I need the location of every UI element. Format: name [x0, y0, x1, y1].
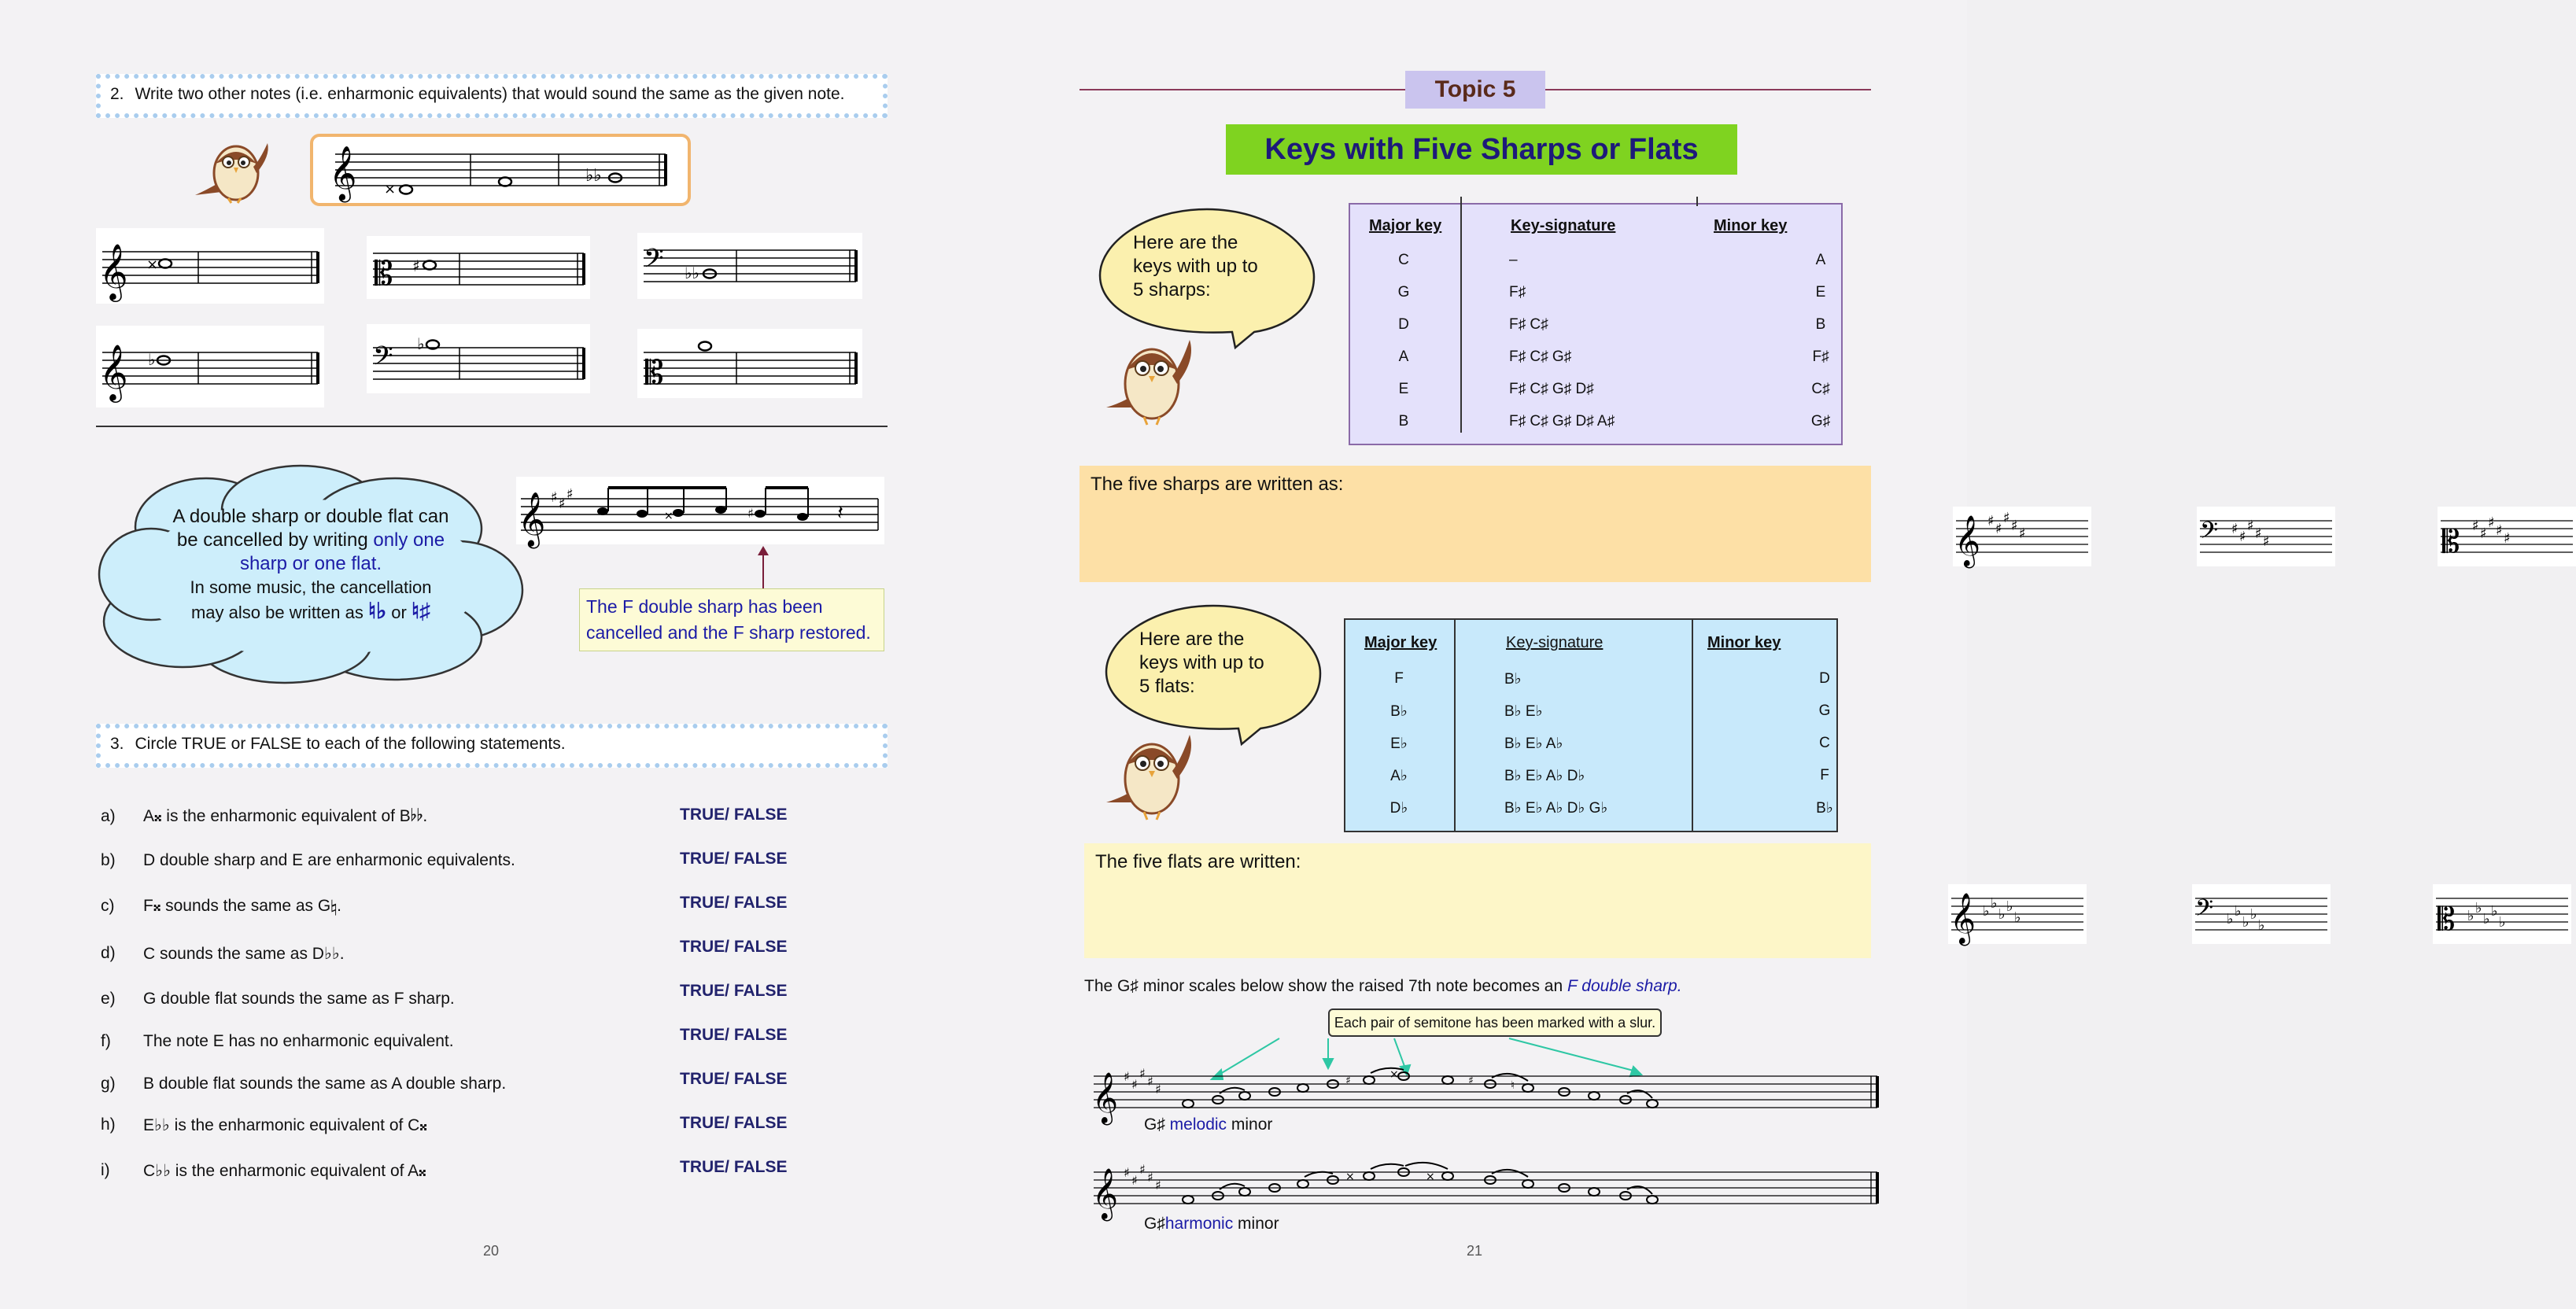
svg-text:♯: ♯	[1139, 1066, 1146, 1081]
exercise-staff-treble-bflat[interactable]	[96, 326, 324, 407]
svg-text:𝄢: 𝄢	[644, 244, 664, 280]
svg-text:♭♭: ♭♭	[585, 166, 602, 186]
exercise-3-header	[96, 724, 888, 768]
true-false-answer[interactable]: TRUE/ FALSE	[680, 806, 788, 824]
owl-illustration	[1103, 329, 1198, 426]
scales-intro-highlight: F double sharp.	[1567, 977, 1682, 995]
table-cell: B♭ E♭ A♭	[1504, 736, 1563, 752]
svg-text:♭: ♭	[1983, 903, 1990, 920]
table-cell: B♭	[1504, 671, 1522, 688]
question-text: A𝄪 is the enharmonic equivalent of B♭♭.	[143, 807, 428, 825]
cloud-line-3: sharp or one flat.	[239, 553, 382, 574]
bubble-line-2: keys with up to	[1133, 256, 1258, 277]
bass-sharps-staff	[2197, 507, 2335, 566]
owl-illustration	[1103, 724, 1198, 821]
question-text: E♭♭ is the enharmonic equivalent of C𝄪	[143, 1116, 427, 1134]
svg-text:♯: ♯	[2480, 525, 2487, 542]
alto-flats-staff	[2433, 884, 2571, 944]
svg-text:♯: ♯	[2472, 518, 2479, 534]
svg-text:♭: ♭	[2242, 914, 2249, 931]
treble-sharps-staff	[1953, 507, 2091, 566]
note-box-line-2: cancelled and the F sharp restored.	[586, 622, 871, 643]
table-divider	[1460, 197, 1462, 433]
panel-title: The five sharps are written as:	[1091, 474, 1344, 495]
svg-text:♯: ♯	[747, 506, 754, 521]
cloud-line-5-or: or	[386, 603, 411, 622]
table-cell: F	[1820, 767, 1829, 784]
question-letter: a)	[101, 807, 116, 825]
table-cell: F♯	[1509, 284, 1526, 301]
table-cell: A	[1398, 348, 1409, 365]
svg-text:𝄞: 𝄞	[1954, 515, 1981, 566]
table-cell: F♯ C♯	[1509, 316, 1548, 333]
column-header: Major key	[1369, 217, 1442, 234]
sharps-speech-bubble	[1097, 206, 1317, 349]
exercise-staff-alto-g[interactable]	[637, 329, 862, 398]
question-letter: d)	[101, 944, 116, 962]
true-false-answer[interactable]: TRUE/ FALSE	[680, 1114, 788, 1132]
svg-text:𝄞: 𝄞	[1092, 1072, 1119, 1123]
svg-text:♯: ♯	[2019, 525, 2026, 542]
svg-text:♯: ♯	[2247, 518, 2254, 534]
table-cell: D	[1398, 316, 1409, 333]
svg-text:♯: ♯	[1345, 1075, 1351, 1087]
table-cell: F♯	[1812, 348, 1829, 365]
svg-text:×: ×	[384, 181, 397, 197]
section-divider	[96, 426, 888, 427]
question-letter: i)	[101, 1161, 110, 1179]
question-text: C♭♭ is the enharmonic equivalent of A𝄪	[143, 1162, 426, 1180]
svg-text:♯: ♯	[2011, 518, 2018, 534]
svg-text:♯: ♯	[1147, 1074, 1153, 1089]
fdoublesharp-note-box	[579, 588, 884, 651]
svg-text:♭: ♭	[2258, 917, 2265, 934]
svg-text:♭: ♭	[2467, 908, 2475, 924]
svg-text:𝄞: 𝄞	[329, 146, 357, 201]
arrow-up-icon	[755, 546, 771, 592]
exercise-staff-alto-csharp[interactable]	[367, 236, 590, 299]
svg-text:♯: ♯	[1147, 1170, 1153, 1185]
svg-text:×: ×	[1389, 1068, 1399, 1081]
page-title: Keys with Five Sharps or Flats	[1226, 124, 1737, 175]
svg-text:♯: ♯	[2003, 510, 2010, 526]
bubble-line-3: 5 sharps:	[1133, 279, 1211, 301]
table-cell: F♯ C♯ G♯ D♯	[1509, 381, 1594, 397]
question-letter: h)	[101, 1115, 116, 1134]
question-text: F𝄪 sounds the same as G♮.	[143, 897, 341, 915]
exercise-staff-bass-eflat[interactable]	[367, 324, 590, 393]
left-page	[0, 0, 984, 1309]
svg-text:♯: ♯	[551, 489, 558, 506]
svg-text:♯: ♯	[1124, 1069, 1130, 1084]
column-header: Minor key	[1707, 634, 1781, 651]
label-key: G♯	[1144, 1115, 1170, 1134]
table-cell: B♭	[1816, 800, 1833, 817]
question-text: G double flat sounds the same as F sharp.	[143, 990, 455, 1008]
svg-text:♯: ♯	[1468, 1075, 1474, 1087]
svg-text:𝄡: 𝄡	[375, 254, 393, 293]
table-cell: –	[1509, 252, 1518, 268]
question-letter: b)	[101, 851, 116, 869]
table-cell: B	[1815, 316, 1826, 333]
svg-text:♯: ♯	[1995, 521, 2002, 537]
table-cell: A	[1815, 252, 1826, 268]
question-text: B double flat sounds the same as A double sharp.	[143, 1075, 507, 1093]
table-cell: B♭	[1390, 703, 1408, 720]
table-cell: E	[1815, 284, 1826, 301]
table-cell: G	[1397, 284, 1410, 301]
exercise-2-header	[96, 74, 888, 118]
svg-text:×: ×	[664, 510, 674, 522]
table-cell: D	[1819, 670, 1830, 687]
question-letter: c)	[101, 897, 115, 915]
question-text: D double sharp and E are enharmonic equivalents.	[143, 851, 515, 869]
table-cell: B♭ E♭ A♭ D♭ G♭	[1504, 800, 1608, 817]
svg-text:♯: ♯	[2496, 522, 2503, 539]
true-false-answer[interactable]: TRUE/ FALSE	[680, 850, 788, 868]
alto-sharps-staff	[2438, 507, 2576, 566]
cloud-line-5a: may also be written as	[190, 603, 368, 622]
owl-illustration	[189, 132, 275, 203]
table-cell: B	[1398, 413, 1409, 430]
cloud-line-4: In some music, the cancellation	[190, 577, 432, 597]
table-cell: F♯ C♯ G♯ D♯ A♯	[1509, 413, 1615, 430]
svg-text:♯: ♯	[412, 256, 420, 275]
treble-flats-staff	[1948, 884, 2087, 944]
table-cell: F♯ C♯ G♯	[1509, 348, 1572, 365]
exercise-staff-bass-bbb[interactable]	[637, 233, 862, 299]
table-cell: G♯	[1810, 413, 1831, 430]
svg-text:♯: ♯	[1131, 1077, 1138, 1092]
table-cell: B♭ E♭ A♭ D♭	[1504, 768, 1585, 784]
example-staff-frame	[310, 134, 691, 206]
true-false-answer[interactable]: TRUE/ FALSE	[680, 894, 788, 912]
true-false-answer[interactable]: TRUE/ FALSE	[680, 982, 788, 1000]
exercise-number: 2.	[110, 85, 124, 103]
true-false-answer[interactable]: TRUE/ FALSE	[680, 1070, 788, 1088]
svg-text:♭: ♭	[2483, 911, 2490, 927]
svg-text:×: ×	[1345, 1171, 1355, 1183]
label-suffix: minor	[1227, 1115, 1273, 1134]
svg-text:♯: ♯	[1131, 1173, 1138, 1188]
svg-text:♭: ♭	[2491, 903, 2498, 920]
svg-text:×: ×	[146, 256, 159, 273]
svg-text:♭: ♭	[2250, 906, 2257, 923]
true-false-answer[interactable]: TRUE/ FALSE	[680, 1158, 788, 1176]
label-key: G♯	[1144, 1215, 1165, 1233]
true-false-answer[interactable]: TRUE/ FALSE	[680, 938, 788, 956]
bubble-line-2: keys with up to	[1139, 652, 1264, 673]
svg-text:♮: ♮	[1511, 1079, 1515, 1092]
svg-text:♭: ♭	[2227, 911, 2234, 927]
svg-text:♯: ♯	[2231, 521, 2238, 537]
svg-text:♯: ♯	[1987, 513, 1995, 529]
melodic-minor-label	[1144, 1115, 1272, 1134]
svg-text:♯: ♯	[2263, 533, 2270, 550]
question-text: The note E has no enharmonic equivalent.	[143, 1032, 454, 1050]
exercise-number: 3.	[110, 735, 124, 753]
true-false-answer[interactable]: TRUE/ FALSE	[680, 1026, 788, 1044]
cloud-line-2b: only one	[373, 529, 445, 551]
question-letter: f)	[101, 1032, 111, 1050]
table-divider	[1696, 197, 1698, 206]
table-cell: G	[1818, 702, 1831, 719]
table-divider	[1454, 620, 1456, 831]
svg-text:♯: ♯	[566, 486, 574, 503]
slur-note-box: Each pair of semitone has been marked with a slur.	[1328, 1008, 1662, 1037]
svg-text:𝄡: 𝄡	[645, 353, 664, 392]
cloud-line-2a: be cancelled by writing	[176, 529, 374, 551]
svg-text:𝄡: 𝄡	[2438, 902, 2456, 938]
svg-text:𝄞: 𝄞	[1950, 893, 1976, 944]
svg-text:𝄞: 𝄞	[1092, 1168, 1119, 1219]
svg-text:♯: ♯	[2239, 529, 2246, 545]
bass-flats-staff	[2192, 884, 2331, 944]
page-number: 20	[483, 1243, 500, 1259]
svg-text:♯: ♯	[559, 496, 566, 512]
svg-text:♯: ♯	[1124, 1165, 1130, 1180]
bubble-line-1: Here are the	[1133, 232, 1238, 253]
svg-text:𝄞: 𝄞	[99, 343, 128, 400]
panel-title: The five flats are written:	[1095, 851, 1301, 872]
svg-text:𝄢: 𝄢	[2200, 518, 2219, 550]
table-cell: D♭	[1389, 800, 1408, 817]
svg-text:♭: ♭	[417, 334, 425, 353]
svg-text:♭: ♭	[2235, 903, 2242, 920]
column-header: Major key	[1364, 634, 1437, 651]
svg-text:♭: ♭	[2014, 909, 2021, 926]
svg-text:♯: ♯	[2504, 530, 2511, 547]
question-text: C sounds the same as D♭♭.	[143, 945, 345, 963]
question-letter: g)	[101, 1075, 116, 1093]
sharps-written-panel	[1079, 466, 1871, 582]
right-page	[984, 0, 2511, 1309]
svg-text:♯: ♯	[1139, 1162, 1146, 1177]
column-header: Minor key	[1714, 217, 1788, 234]
natural-flat-symbol: ♮♭	[367, 599, 387, 623]
note-box-line-1: The F double sharp has been	[586, 596, 823, 617]
cloud-line-1: A double sharp or double flat can	[172, 506, 449, 527]
exercise-instruction: Circle TRUE or FALSE to each of the following statements.	[135, 735, 566, 753]
topic-label: Topic 5	[1405, 71, 1545, 109]
svg-text:♯: ♯	[2488, 514, 2495, 531]
svg-text:♯: ♯	[1155, 1178, 1161, 1193]
svg-text:𝄞: 𝄞	[518, 492, 546, 547]
table-cell: E♭	[1390, 736, 1408, 752]
natural-sharp-symbol: ♮♯	[411, 599, 430, 623]
bubble-line-3: 5 flats:	[1139, 676, 1195, 697]
label-type: harmonic	[1164, 1215, 1234, 1233]
table-cell: E	[1398, 381, 1409, 397]
svg-text:𝄢: 𝄢	[2195, 895, 2214, 927]
table-cell: C	[1398, 252, 1409, 268]
cloud-callout	[96, 464, 526, 681]
page-number: 21	[1467, 1243, 1483, 1259]
table-cell: C	[1819, 735, 1830, 751]
exercise-instruction: Write two other notes (i.e. enharmonic equivalents) that would sound the same as the given note.	[135, 85, 845, 103]
bubble-line-1: Here are the	[1139, 629, 1245, 650]
svg-text:♭♭: ♭♭	[685, 264, 699, 282]
fdoublesharp-example-staff	[516, 477, 884, 547]
exercise-staff-treble-fx[interactable]	[96, 228, 324, 304]
svg-text:♯: ♯	[2255, 525, 2262, 542]
svg-text:♭: ♭	[1998, 906, 2006, 923]
svg-text:♭: ♭	[148, 350, 156, 369]
table-cell: F	[1394, 670, 1404, 687]
scales-intro-text: The G♯ minor scales below show the raised 7th note becomes an	[1084, 977, 1567, 995]
svg-text:𝄡: 𝄡	[2442, 524, 2460, 560]
table-cell: B♭ E♭	[1504, 703, 1543, 720]
svg-text:𝄽: 𝄽	[837, 501, 843, 525]
label-suffix: minor	[1233, 1215, 1279, 1233]
svg-text:♭: ♭	[2499, 914, 2506, 931]
svg-text:𝄞: 𝄞	[99, 242, 128, 300]
svg-text:×: ×	[1426, 1171, 1435, 1183]
scales-intro	[1084, 977, 1682, 996]
label-type: melodic	[1169, 1115, 1227, 1134]
column-header: Key-signature	[1506, 634, 1604, 651]
svg-text:𝄢: 𝄢	[373, 341, 393, 378]
table-cell: C♯	[1811, 381, 1830, 397]
flats-written-panel	[1084, 843, 1871, 958]
question-letter: e)	[101, 990, 116, 1008]
column-header: Key-signature	[1511, 217, 1616, 234]
harmonic-minor-label	[1144, 1215, 1279, 1233]
svg-text:♭: ♭	[2006, 898, 2013, 915]
svg-text:♭: ♭	[2475, 900, 2482, 916]
table-cell: A♭	[1390, 768, 1408, 784]
svg-text:♯: ♯	[1155, 1082, 1161, 1097]
svg-text:♭: ♭	[1991, 895, 1998, 912]
